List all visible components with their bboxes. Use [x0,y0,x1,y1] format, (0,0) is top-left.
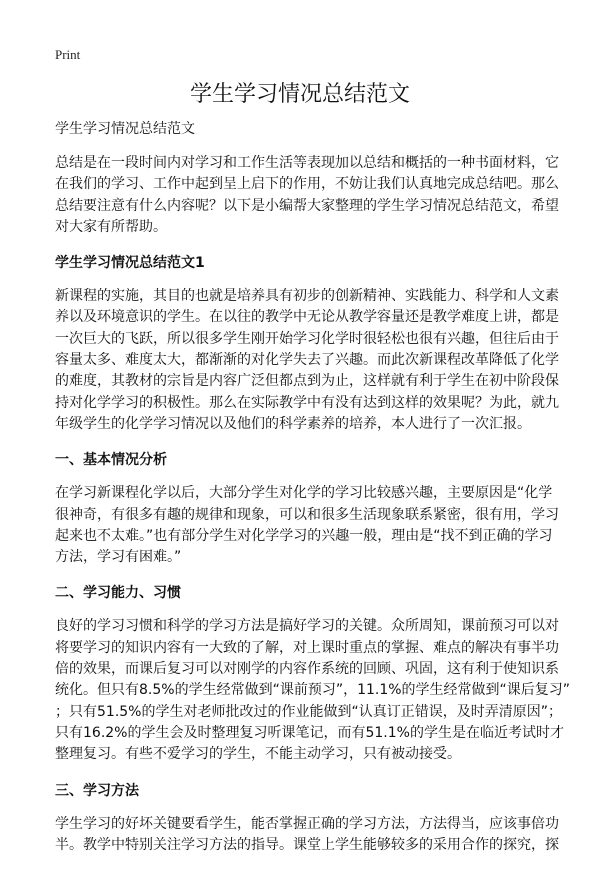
paragraph-line: 在学习新课程化学以后，大部分学生对化学的学习比较感兴趣，主要原因是“化学 [55,485,553,502]
print-link[interactable]: Print [55,47,81,62]
paragraph-line: 方法，学习有困难。” [55,549,182,566]
page-title: 学生学习情况总结范文 [189,82,410,107]
document-subtitle: 学生学习情况总结范文 [55,121,195,137]
paragraph-line: 总结是在一段时间内对学习和工作生活等表现加以总结和概括的一种书面材料，它 [55,155,559,171]
paragraph-line: ；只有51.5%的学生对老师批改过的作业能做到“认真订正错误，及时弄清原因”； [55,703,562,720]
paragraph-line: 容量太多、难度太大，都渐渐的对化学失去了兴趣。而此次新课程改革降低了化学 [55,352,559,369]
paragraph-line: 新课程的实施，其目的也就是培养具有初步的创新精神、实践能力、科学和人文素 [55,288,559,305]
paragraph-line: 统化。但只有8.5%的学生经常做到“课前预习”，11.1%的学生经常做到“课后复习” [55,682,571,699]
paragraph-line: 很神奇，有很多有趣的规律和现象，可以和很多生活现象联系紧密，很有用，学习 [55,506,559,523]
section-heading: 一、基本情况分析 [55,452,167,469]
paragraph-line: 整理复习。有些不爱学习的学生，不能主动学习，只有被动接受。 [55,746,461,763]
paragraph-line: 持对化学学习的积极性。那么在实际教学中有没有达到这样的效果呢？为此，就九 [55,394,559,411]
section-heading: 三、学习方法 [55,782,139,799]
paragraph-line: 对大家有所帮助。 [55,218,167,235]
section-heading: 二、学习能力、习惯 [55,585,181,602]
paragraph-line: 将要学习的知识内容有一大致的了解，对上课时重点的掌握、难点的解决有事半功 [55,639,559,656]
document-body [55,118,571,870]
paragraph-line: 只有16.2%的学生会及时整理复习听课笔记，而有51.1%的学生是在临近考试时才 [55,724,564,741]
paragraph-line: 起来也不太难。”也有部分学生对化学学习的兴趣一般，理由是“找不到正确的学习 [55,527,553,544]
section-heading: 学生学习情况总结范文1 [55,255,205,272]
paragraph-line: 良好的学习习惯和科学的学习方法是搞好学习的关键。众所周知，课前预习可以对 [55,618,559,635]
paragraph-line: 学生学习的好坏关键要看学生，能否掌握正确的学习方法，方法得当，应该事倍功 [55,815,559,832]
paragraph-line: 倍的效果，而课后复习可以对刚学的内容作系统的回顾、巩固，这有利于使知识系 [55,661,559,678]
paragraph-line: 半。教学中特别关注学习方法的指导。课堂上学生能够较多的采用合作的探究，探 [55,836,559,853]
paragraph-line: 一次巨大的飞跃，所以很多学生刚开始学习化学时很轻松也很有兴趣，但往后由于 [55,330,559,347]
paragraph-line: 在我们的学习、工作中起到呈上启下的作用，不妨让我们认真地完成总结吧。那么 [55,176,559,193]
paragraph-line: 养以及环境意识的学生。在以往的教学中无论从教学容量还是教学难度上讲，都是 [55,309,559,326]
paragraph [55,483,559,568]
paragraph [55,814,559,857]
paragraph [55,286,559,435]
paragraph-line: 的难度，其教材的宗旨是内容广泛但都点到为止，这样就有利于学生在初中阶段保 [55,373,559,390]
paragraph [55,616,571,765]
paragraph-line: 总结要注意有什么内容呢？以下是小编帮大家整理的学生学习情况总结范文，希望 [55,197,559,214]
paragraph-line: 年级学生的化学学习情况以及他们的科学素养的培养，本人进行了一次汇报。 [55,415,531,432]
paragraph [55,153,559,238]
